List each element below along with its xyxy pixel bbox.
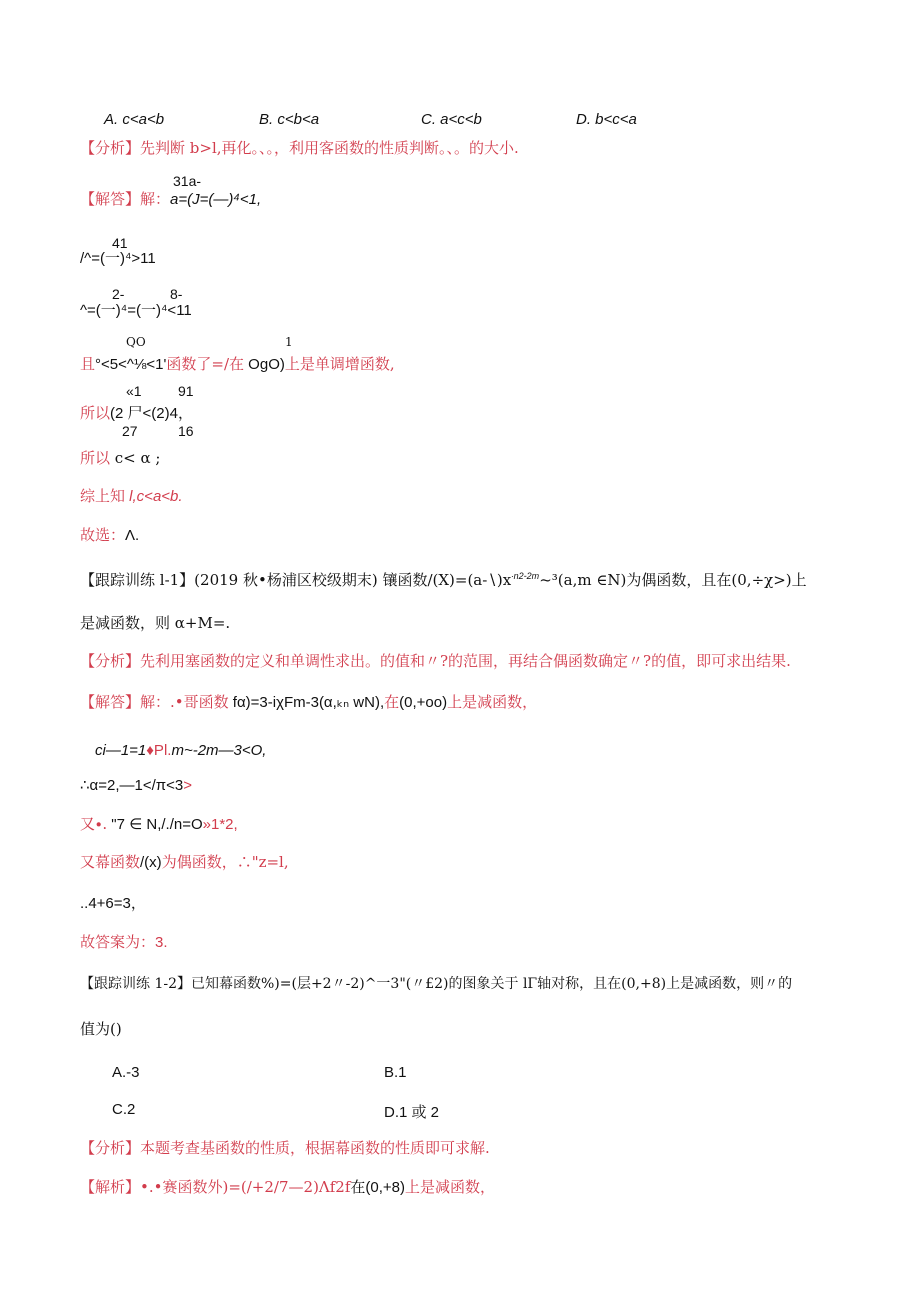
t12-analysis-text: 本题考查基函数的性质，根据幕函数的性质即可求解.	[140, 1139, 490, 1157]
t11-answer-text-e: 上是减函数，	[447, 693, 538, 711]
t11-answer-tag: 【解答】	[80, 693, 141, 711]
line-d-part-d: OgO)	[244, 356, 285, 373]
t11-step2-a: ∴α=2,—1</π<3	[80, 777, 184, 794]
t12-solution-b: 赛函数外)=(/+2/7—2)Λf2f	[162, 1178, 351, 1196]
t12-solution-tag: 【解析】	[80, 1178, 141, 1196]
t11-step1-c: m~-2m—3<O,	[171, 742, 267, 759]
t11-step4	[80, 853, 289, 872]
t11-step2-b: >	[183, 777, 192, 794]
option-c: C. a<c<b	[421, 111, 482, 128]
analysis-tag: 【分析】	[80, 139, 141, 157]
t11-line2: 是减函数，则 α+M=.	[80, 614, 231, 632]
t12-option-c: C.2	[112, 1101, 136, 1118]
line-f	[80, 449, 160, 467]
option-d: D. b<c<a	[576, 111, 637, 128]
t11-title-b: ~³(a,m ∈N)为偶函数，且在(0,÷χ>)上	[539, 571, 807, 589]
line-h-part-b: Λ.	[125, 527, 140, 544]
line-b-superscript: 41	[112, 235, 128, 251]
t11-step2	[80, 777, 192, 795]
line-g-part-a: 综上知	[80, 487, 126, 505]
line-d	[80, 355, 395, 374]
line-h-part-a: 故选：	[80, 526, 126, 544]
line-d-superscript-1: QO	[126, 335, 146, 349]
line-e-part-a: 所以	[80, 404, 111, 422]
t11-step6	[80, 933, 168, 952]
line-c-superscript-2: 8-	[170, 286, 183, 302]
line-e-superscript-2: 91	[178, 383, 194, 399]
t12-title: 【跟踪训练 1-2】已知幕函数%)=(层+2〃-2)^一3"(〃£2)的图象关于 lΓ轴对称，且在(0,+8)上是减函数，则〃的	[80, 976, 793, 992]
t11-answer-text-c: 在	[384, 693, 400, 711]
line-e-part-b: (2 尸<(2)4，	[110, 405, 193, 422]
answer-equation: a=(J=(—)⁴<1,	[170, 191, 262, 208]
line-g	[80, 487, 183, 506]
t11-exponent: ∙n2-2m	[511, 571, 540, 581]
t11-step6-a: 故答案为：	[80, 933, 156, 951]
q1-answer	[80, 190, 261, 209]
t12-solution	[80, 1178, 495, 1197]
t12-solution-d: (0,+8)	[365, 1179, 406, 1196]
t12-option-b: B.1	[384, 1064, 407, 1081]
option-a: A. c<a<b	[104, 111, 165, 128]
t11-analysis-tag: 【分析】	[80, 652, 141, 670]
t11-title-a: 【跟踪训练 l-1】(2019 秋•杨浦区校级期末) 镶函数/(X)=(a-∖)x	[80, 571, 512, 589]
t12-option-d: D.1 或 2	[384, 1104, 440, 1121]
option-b: B. c<b<a	[259, 111, 320, 128]
line-c-superscript-1: 2-	[112, 286, 125, 302]
t11-step1-b: ♦Pl.	[146, 742, 172, 759]
line-e-superscript-1: «1	[126, 383, 142, 399]
line-e-subscript-1: 27	[122, 423, 138, 439]
t12-solution-c: 在	[350, 1178, 366, 1196]
t11-step6-b: 3.	[155, 934, 168, 951]
analysis-text: 先判断 b>l,再化。、。，利用客函数的性质判断。、。的大小.	[140, 139, 519, 157]
t11-step4-c: 为偶函数，∴"z=l,	[161, 853, 289, 871]
t12-line2: 值为()	[80, 1020, 122, 1038]
t11-step1-a: ci—1=1	[95, 742, 147, 759]
t11-analysis-text: 先利用塞函数的定义和单调性求出。的值和〃?的范围，再结合偶函数确定〃?的值，即可求出结果.	[140, 652, 791, 670]
t11-step3-a: 又∙.	[80, 815, 108, 833]
line-f-part-a: 所以	[80, 449, 111, 467]
line-e-subscript-2: 16	[178, 423, 194, 439]
answer-tag: 【解答】	[80, 190, 141, 208]
q1-analysis	[80, 139, 519, 157]
t12-solution-a: •.•	[140, 1178, 163, 1196]
t11-step1	[95, 742, 266, 760]
line-g-part-b: l,c<a<b.	[125, 488, 183, 505]
t11-step4-b: /(x)	[140, 854, 162, 871]
line-c: ^=(一)⁴=(一)⁴<11	[80, 302, 192, 319]
line-e	[80, 404, 193, 423]
t11-step3-b: "7 ∈ N,/./n=O	[107, 816, 203, 833]
line-d-superscript-2: 1	[285, 335, 293, 349]
t11-answer-text-a: 解：.•哥函数	[140, 693, 229, 711]
t11-step3-c: »1*2,	[202, 816, 238, 833]
line-d-part-c: 函数了=/在	[166, 355, 245, 373]
line-h	[80, 526, 139, 545]
answer-prefix: 解：	[140, 190, 171, 208]
line-d-part-e: 上是单调增函数,	[284, 355, 395, 373]
answer-superscript: 31a-	[173, 173, 202, 189]
t11-title	[80, 567, 807, 589]
t11-step3	[80, 815, 238, 834]
line-f-part-b: c< α ;	[110, 449, 161, 467]
t12-option-a: A.-3	[112, 1064, 140, 1081]
t11-analysis	[80, 652, 791, 670]
t12-solution-e: 上是减函数，	[405, 1178, 496, 1196]
t11-step5: ..4+6=3，	[80, 895, 146, 912]
t11-step4-a: 又幕函数	[80, 853, 141, 871]
t11-answer-text-b: fα)=3-iχFm-3(α,ₖₙ wN),	[228, 694, 385, 711]
t12-analysis-tag: 【分析】	[80, 1139, 141, 1157]
line-d-part-a: 且	[80, 355, 96, 373]
t11-answer	[80, 693, 537, 712]
t11-answer-text-d: (0,+oo)	[399, 694, 448, 711]
t12-analysis	[80, 1139, 490, 1157]
line-b: /^=(一)⁴>11	[80, 250, 156, 267]
line-d-part-b: °<5<^⅛<1'	[95, 356, 167, 373]
